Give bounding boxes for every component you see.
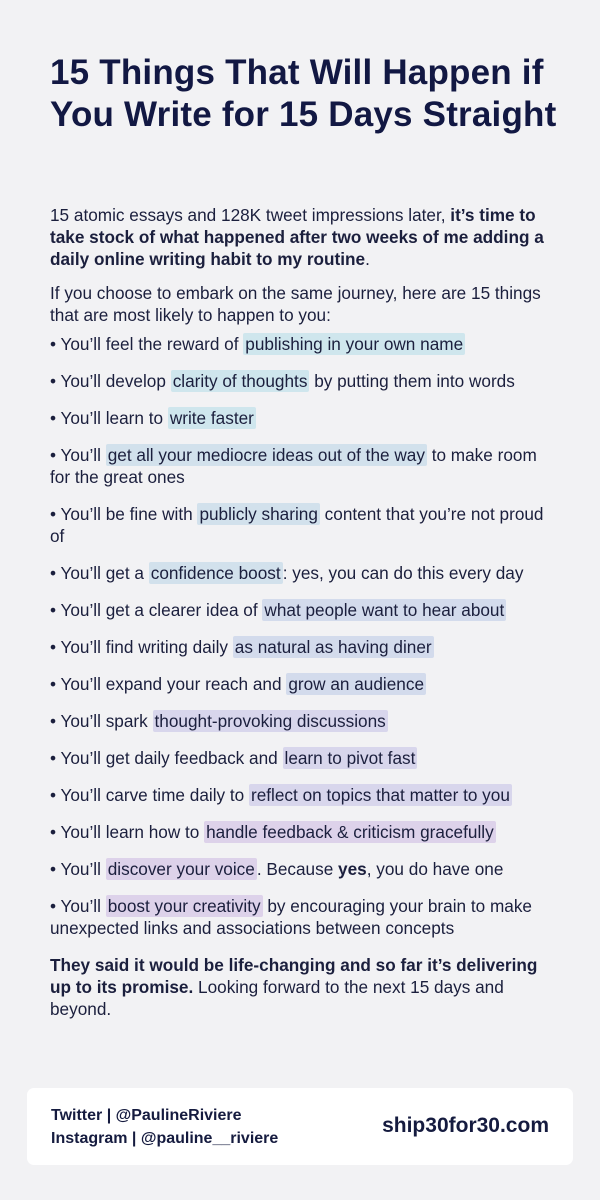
highlight: as natural as having diner: [234, 637, 432, 657]
list-item: [50, 562, 560, 584]
outro-text: Looking forward to the next 15 days and beyond.: [50, 977, 504, 1019]
item-text: , you do have one: [366, 859, 504, 879]
list-item: [50, 747, 560, 769]
highlight: what people want to hear about: [264, 600, 505, 620]
item-text: • You’ll feel the reward of: [50, 334, 244, 354]
instagram-handle: Instagram | @pauline__riviere: [51, 1130, 279, 1147]
outro-bold-text: They said it would be life-changing and so far it’s delivering up to its promise.: [50, 955, 538, 997]
list-item: [50, 784, 560, 806]
list-item: [50, 710, 560, 732]
item-text: • You’ll carve time daily to: [50, 785, 249, 805]
intro-bold-text: it’s time to take stock of what happened after two weeks of me adding a daily online writing habit to my routine: [50, 205, 544, 269]
item-text: • You’ll spark: [50, 711, 153, 731]
item-text: • You’ll learn how to: [50, 822, 205, 842]
highlight: clarity of thoughts: [172, 371, 308, 391]
intro-end: .: [365, 249, 370, 269]
list-item: [50, 444, 560, 488]
social-handles: [51, 1104, 278, 1150]
item-text: • You’ll be fine with: [50, 504, 198, 524]
item-text: • You’ll expand your reach and: [50, 674, 287, 694]
item-text: • You’ll get a clearer idea of: [50, 600, 263, 620]
highlight: get all your mediocre ideas out of the way: [107, 445, 425, 465]
things-list: [50, 333, 560, 939]
item-text: • You’ll get daily feedback and: [50, 748, 283, 768]
item-bold-text: yes: [338, 859, 367, 879]
list-item: [50, 599, 560, 621]
highlight: write faster: [169, 408, 254, 428]
article-body: [50, 204, 560, 1020]
item-text: . Because: [256, 859, 339, 879]
item-text: by putting them into words: [309, 371, 515, 391]
list-item: [50, 407, 560, 429]
list-item: [50, 333, 560, 355]
item-text: • You’ll: [50, 859, 106, 879]
intro-paragraph-2: If you choose to embark on the same journey, here are 15 things that are most likely to happen to you:: [50, 283, 541, 325]
list-item: [50, 503, 560, 547]
highlight: reflect on topics that matter to you: [251, 785, 510, 805]
item-text: to make room for the great ones: [50, 445, 537, 487]
item-text: by encouraging your brain to make unexpected links and associations between concepts: [50, 896, 532, 938]
outro-paragraph: [50, 954, 560, 1020]
website-url: ship30for30.com: [382, 1114, 549, 1137]
item-text: • You’ll get a: [50, 563, 149, 583]
item-text: • You’ll: [50, 445, 106, 465]
twitter-handle: Twitter | @PaulineRiviere: [51, 1107, 242, 1124]
highlight: publicly sharing: [199, 504, 318, 524]
list-item: [50, 636, 560, 658]
highlight: thought-provoking discussions: [154, 711, 386, 731]
list-item: [50, 673, 560, 695]
highlight: grow an audience: [288, 674, 424, 694]
item-text: • You’ll: [50, 896, 106, 916]
list-item: [50, 821, 560, 843]
page-title: 15 Things That Will Happen if You Write for 15 Days Straight: [50, 53, 557, 134]
item-text: • You’ll learn to: [50, 408, 168, 428]
intro-text: 15 atomic essays and 128K tweet impressions later,: [50, 205, 451, 225]
highlight: handle feedback & criticism gracefully: [206, 822, 494, 842]
highlight: confidence boost: [150, 563, 281, 583]
highlight: learn to pivot fast: [284, 748, 416, 768]
highlight: publishing in your own name: [245, 334, 464, 354]
footer-card: [27, 1088, 573, 1165]
item-text: : yes, you can do this every day: [282, 563, 524, 583]
highlight: boost your creativity: [107, 896, 261, 916]
intro-paragraph: [50, 204, 560, 270]
highlight: discover your voice: [107, 859, 255, 879]
item-text: content that you’re not proud of: [50, 504, 544, 546]
item-text: • You’ll find writing daily: [50, 637, 233, 657]
list-item: [50, 370, 560, 392]
list-item: [50, 895, 560, 939]
list-item: [50, 858, 560, 880]
item-text: • You’ll develop: [50, 371, 171, 391]
